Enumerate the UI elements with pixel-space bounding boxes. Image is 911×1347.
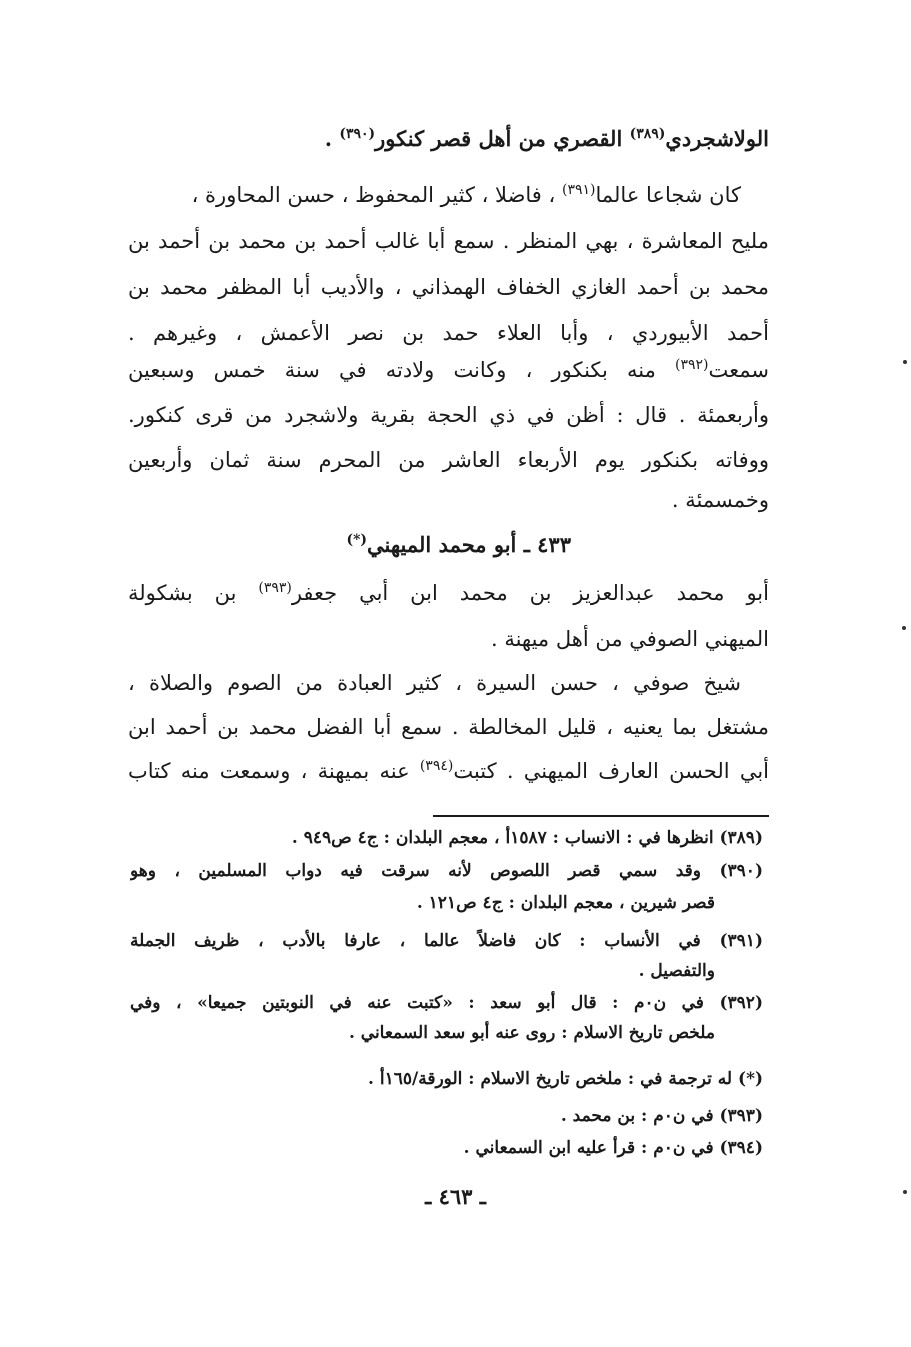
footnote-392-continued — [349, 1020, 715, 1046]
entry-heading — [346, 532, 571, 557]
footnote-ref[interactable]: (٣٩٠) — [339, 126, 376, 142]
body-text: أحمد الأبيوردي ، وأبا العلاء حمد بن نصر الأعمش ، وغيرهم . — [128, 321, 769, 345]
body-line-5 — [128, 318, 769, 350]
body-line-2 — [192, 180, 741, 210]
body-line-1 — [325, 124, 769, 154]
footnote-389 — [292, 825, 763, 851]
footnote-ref[interactable]: (*) — [346, 532, 368, 548]
footnote-390 — [130, 858, 763, 886]
body-text: أبو محمد عبدالعزيز بن محمد ابن أبي جعفر — [291, 581, 769, 605]
body-text: بن بشكولة — [128, 581, 259, 605]
body-text: ، فاضلا ، كثير المحفوظ ، حسن المحاورة ، — [191, 183, 562, 207]
footnote-text: والتفصيل . — [638, 961, 715, 981]
entry-line-5 — [128, 756, 769, 788]
body-text: الولاشجردي — [665, 126, 769, 151]
body-text: أبي الحسن العارف الميهني . كتبت — [453, 759, 769, 783]
footnote-text: قصر شيرين ، معجم البلدان : ج٤ ص١٢١ . — [416, 893, 715, 913]
body-line-7 — [128, 400, 769, 432]
scan-speck — [903, 360, 907, 364]
entry-line-2 — [491, 624, 769, 654]
footnote-391-continued — [639, 958, 715, 984]
body-text: وأربعمئة . قال : أظن في ذي الحجة بقرية ولاشجرد من قرى كنكور. — [128, 403, 769, 427]
body-text: منه بكنكور ، وكانت ولادته في سنة خمس وسبعين — [128, 358, 675, 382]
body-line-3 — [128, 226, 769, 258]
scan-speck — [902, 626, 906, 630]
footnote-ref[interactable]: (٣٨٩) — [629, 126, 666, 142]
footnote-ref[interactable]: (٣٩٣) — [258, 580, 292, 596]
footnote-text: (٣٩٤) في ن٠م : قرأ عليه ابن السمعاني . — [463, 1138, 763, 1158]
entry-line-3 — [128, 668, 741, 700]
footnote-star — [368, 1066, 763, 1092]
footnote-text: (٣٩١) في الأنساب : كان فاضلاً عالما ، عارفا بالأدب ، ظريف الجملة — [130, 931, 763, 951]
footnote-text: (٣٨٩) انظرها في : الانساب : ١٥٨٧أ ، معجم البلدان : ج٤ ص٩٤٩ . — [291, 828, 763, 848]
body-text: شيخ صوفي ، حسن السيرة ، كثير العبادة من الصوم والصلاة ، — [128, 671, 741, 695]
body-text: وخمسمئة . — [671, 488, 769, 512]
footnote-394 — [464, 1135, 763, 1161]
page-number — [0, 1184, 911, 1209]
page-number-text: ـ ٤٦٣ ـ — [425, 1184, 486, 1209]
body-text: كان شجاعا عالما — [595, 183, 741, 207]
body-text: . — [324, 126, 340, 151]
body-text: مشتغل بما يعنيه ، قليل المخالطة . سمع أبا الفضل محمد بن أحمد ابن — [128, 715, 769, 739]
body-line-6 — [128, 355, 769, 387]
footnote-text: (٣٩٠) وقد سمي قصر اللصوص لأنه سرقت فيه دواب المسلمين ، وهو — [130, 861, 763, 881]
body-text: محمد بن أحمد الغازي الخفاف الهمذاني ، والأديب أبا المظفر محمد بن — [128, 275, 769, 299]
body-text: مليح المعاشرة ، بهي المنظر . سمع أبا غالب أحمد بن محمد بن أحمد بن — [128, 229, 769, 253]
footnote-392 — [130, 990, 763, 1018]
footnote-ref[interactable]: (٣٩١) — [561, 182, 596, 198]
body-text: ووفاته بكنكور يوم الأربعاء العاشر من المحرم سنة ثمان وأربعين — [128, 448, 769, 472]
body-text: القصري من أهل قصر كنكور — [375, 126, 630, 151]
footnote-text: (٣٩٣) في ن٠م : بن محمد . — [560, 1106, 763, 1126]
footnote-ref[interactable]: (٣٩٢) — [675, 357, 709, 373]
footnote-391 — [130, 928, 763, 956]
body-line-8 — [128, 445, 769, 477]
body-line-4 — [128, 272, 769, 304]
body-text: سمعت — [708, 358, 769, 382]
body-text: الميهني الصوفي من أهل ميهنة . — [490, 627, 769, 651]
footnote-393 — [561, 1103, 763, 1129]
footnote-390-continued — [417, 890, 715, 916]
footnote-text: (*) له ترجمة في : ملخص تاريخ الاسلام : الورقة/١٦٥أ . — [368, 1069, 763, 1089]
body-line-9 — [672, 485, 769, 515]
footnote-text: (٣٩٢) في ن٠م : قال أبو سعد : «كتبت عنه في النوبتين جميعا» ، وفي — [130, 993, 763, 1013]
entry-line-4 — [128, 712, 769, 744]
footnote-text: ملخص تاريخ الاسلام : روى عنه أبو سعد السمعاني . — [348, 1023, 715, 1043]
footnote-ref[interactable]: (٣٩٤) — [419, 758, 454, 774]
entry-title: ٤٣٣ ـ أبو محمد الميهني — [367, 532, 571, 557]
footnote-separator — [433, 815, 769, 817]
body-text: عنه بميهنة ، وسمعت منه كتاب — [128, 759, 420, 783]
scan-speck — [903, 1190, 907, 1194]
entry-line-1 — [128, 578, 769, 610]
